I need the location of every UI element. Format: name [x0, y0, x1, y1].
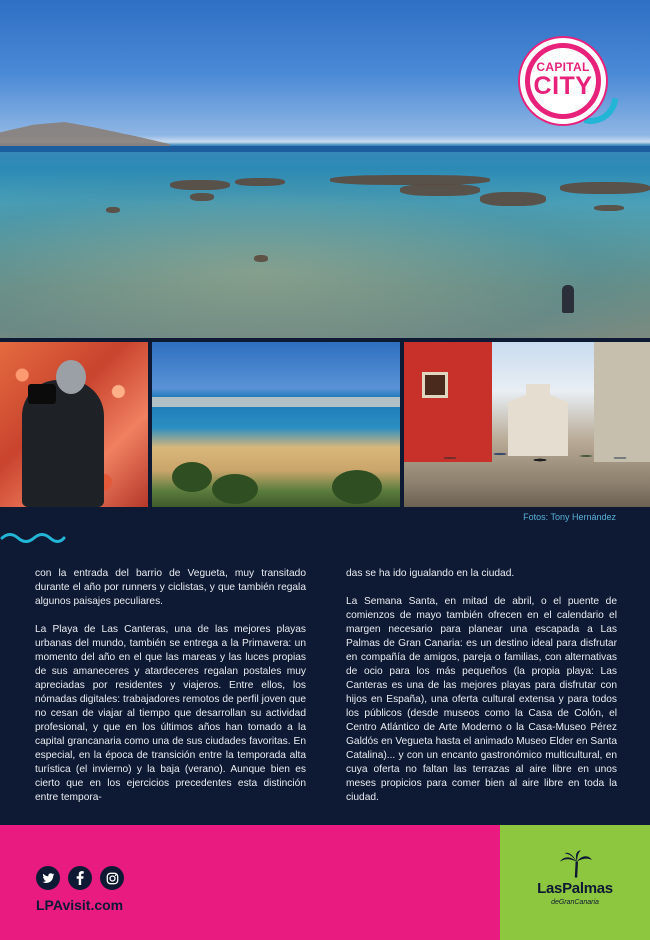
photo-credit: Fotos: Tony Hernández [523, 512, 616, 522]
brand-sub: deGranCanaria [551, 899, 599, 906]
article-column-right [346, 567, 617, 819]
palm-tree-icon [560, 850, 592, 878]
paragraph: La Semana Santa, en mitad de abril, o el puente de comienzos de mayo también ofrecen en el calendario el margen necesario para planear una escapada a Las Palmas de Gran Canaria: es un destino ideal para disfrutar en compañía de amigos, pareja o familias, con alternativas de ocio para los más pequeños (la propia playa: Las Canteras es una de las mejores playas para disfrutar con hijos en España), una oferta cultural extensa y para todos los públicos (desde museos como la Casa de Colón, el Centro Atlántico de Arte Moderno o la Casa-Museo Pérez Galdós en Vegueta hasta el animado Museo Elder en Santa Catalina)... y con un encanto gastronómico multicultural, en cuya oferta no faltan las terrazas al aire libre en unos meses propicios para comer bien al aire libre en toda la ciudad. [346, 596, 617, 803]
article-column-left [35, 567, 306, 819]
twitter-icon[interactable] [36, 866, 60, 890]
photo-las-canteras-beach [152, 342, 400, 507]
person-walking [562, 285, 574, 313]
rock [235, 178, 285, 186]
palm-tree [332, 470, 382, 504]
rock [480, 192, 546, 206]
instagram-icon[interactable] [100, 866, 124, 890]
rock [254, 255, 268, 262]
brand-name: LasPalmas [537, 880, 613, 897]
shallow-water [0, 175, 650, 338]
camera-icon [28, 384, 56, 404]
rock [560, 182, 650, 194]
palm-tree [172, 462, 212, 492]
rock [106, 207, 120, 213]
paragraph: La Playa de Las Canteras, una de las mejores playas urbanas del mundo, también se entrega a la Primavera: un momento del año en el que las mareas y las luces propias de sus amaneceres y atardeceres regalan postales muy apreciadas por residentes y viajeros. Entre ellos, los nómadas digitales: trabajadores remotos de perfil joven que no cesan de viajar al tiempo que desarrollan su actividad profesional, y que en los últimos años han tomado a la capital grancanaria como una de sus ciudades favoritas. En especial, en la época de transición entre la temporada alta turística (el invierno) y la baja (verano). Aunque bien es cierto que en los ejercicios precedentes esta distinción entre tempora- [35, 624, 306, 803]
pedestrians [430, 438, 630, 478]
las-palmas-logo [522, 850, 628, 920]
photo-photographer-flowers [0, 342, 148, 507]
distant-island [0, 122, 170, 148]
palm-tree [212, 474, 258, 504]
social-links [36, 866, 124, 890]
wave-icon [0, 532, 66, 544]
rock [330, 175, 490, 185]
paragraph: con la entrada del barrio de Vegueta, muy transitado durante el año por runners y ciclistas, y que también regala algunos paisajes peculiares. [35, 568, 306, 607]
photo-vegueta-street [404, 342, 650, 507]
rock [170, 180, 230, 190]
website-link[interactable]: LPAvisit.com [36, 897, 124, 913]
city-skyline [152, 397, 400, 407]
window [422, 372, 448, 398]
logo-text-capital: CAPITAL [536, 60, 590, 74]
photographer-head [56, 360, 86, 394]
rock [594, 205, 624, 211]
horizon-sea [0, 146, 650, 152]
rock [190, 193, 214, 201]
capital-city-logo [520, 38, 616, 134]
rock [400, 184, 480, 196]
facebook-icon[interactable] [68, 866, 92, 890]
paragraph: das se ha ido igualando en la ciudad. [346, 568, 515, 579]
logo-text-city: CITY [533, 72, 593, 100]
